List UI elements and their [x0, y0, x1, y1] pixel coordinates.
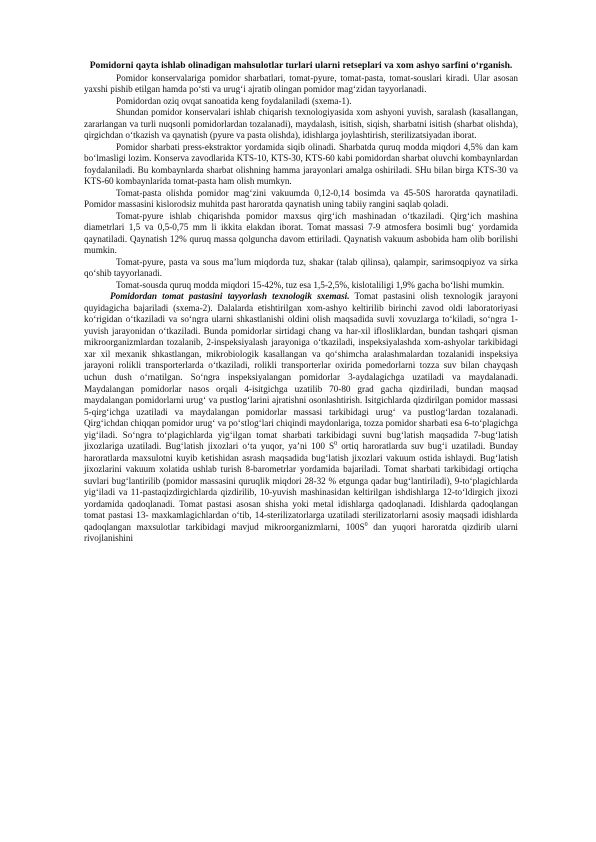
paragraph-5: Tomat-pasta olishda pomidor mag‘zini vakuumda 0,12-0,14 bosimda va 45-50S haroratda qaynatiladi. Pomidor massasini kislorodsiz muhitda past haroratda qaynatish uning tabiiy rangini saqlab qoladi.: [84, 187, 518, 210]
section-body-part-1: Tomat pastasini olish texnologik jarayoni quyidagicha bajariladi (sxema-2). Dalalarda etishtirilgan xom-ashyo keltirilib birinchi zavod oldi laboratoriyasi ko‘rigidan o‘tkaziladi va so‘ngra ularni shkastlanishi oldini olish maqsadida suvli xovuzlarga to‘kiladi, so‘ngra 1-yuvish jarayonidan o‘tkaziladi. Bunda pomidorlar sirtidagi chang va har-xil iflosliklardan, bundan tashqari qisman mikroorganizmlardan tozalanib, 2-inspeksiyalash jarayoniga o‘tkaziladi, inspeksiyalashda xom-ashyolar tarkibidagi xar xil mexanik shkastlangan, mikrobiologik kasallangan va qo‘shimcha aralashmalardan tozalanidi inspeksiya jarayoni rolikli transporterlarda o‘tkaziladi, rolikli transporterlar oxirida pomedorlarni tozza suv bilan chayqash uchun dush o‘rnatilgan. So‘ngra inspeksiyalangan pomidorlar 3-aydalagichga uzatiladi va maydalanadi. Maydalangan pomidorlar nasos orqali 4-isitgichga uzatilib 70-80 grad gacha qizdiriladi, bundan maqsad maydalangan pomidorlarni urug‘ va pustlog‘larini ajratishni osonlashtirish. Isitgichlarda qizdirilgan pomidor massasi 5-qirg‘ichga uzatiladi va maydalangan pomidorlar massasi tarkibidagi urug‘ va pustlog‘lardan tozalanadi. Qirg‘ichdan chiqqan pomidor urug‘ va po‘stlog‘lari chiqindi maydonlariga, tozza pomidor sharbati esa 6-to‘plagichga yig‘iladi. So‘ngra to‘plagichlarda yig‘ilgan tomat sharbati tarkibidagi suvni bug‘latish maqsadida 7-bug‘latish jixozlariga uzatiladi. Bug‘latish jixozlari o‘ta yuqor, ya’ni 100 S: [84, 291, 518, 452]
document-page: [84, 60, 518, 545]
paragraph-7: Tomat-pyure, pasta va sous ma’lum miqdorda tuz, shakar (talab qilinsa), qalampir, sarimsoqpiyoz va sirka qo‘shib tayyorlanadi.: [84, 256, 518, 279]
section-body-part-2: ortiq haroratlarda suv bug‘i uzatiladi. Bunday haroratlarda maxsulotni kuyib ketishidan asrash maqsadida bug‘latish jixozlari vakuum ostida ishlaydi. Bug‘latish jixozlarini vakuum xolatida ushlab turish 8-barometrlar yordamida bajariladi. Tomat sharbati tarkibidagi ortiqcha suvlari bug‘lantirilib (pomidor massasini quruqlik miqdori 28-32 % etgunga qadar bug‘lantiriladi), 9-to‘plagichlarda yig‘iladi va 11-pastaqizdirgichlarda qizdirilib, 10-yuvish mashinasidan keltirilgan ishdishlarga 12-to‘ldirgich jixozi yordamida qadoqlanadi. Tomat pastasi asosan shisha yoki metal idishlarga qadoqlanadi. Idishlarda qadoqlangan tomat pastasi 13- maxkamlagichlardan o‘tib, 14-sterilizatorlarga uzatiladi sterilizatorlarni asosiy maqsadi idishlarda qadoqlangan maxsulotlar tarkibidagi mavjud mikroorganizmlarni, 100S: [84, 441, 518, 532]
section-paragraph: [84, 291, 518, 544]
paragraph-4: Pomidor sharbati press-ekstraktor yordamida siqib olinadi. Sharbatda quruq modda miqdori 4,5% dan kam bo‘lmasligi lozim. Konserva zavodlarida KTS-10, KTS-30, KTS-60 kabi pomidordan sharbat oluvchi kombaynlardan foydalaniladi. Bu kombaynlarda sharbat olishning hamma jarayonlari amalga oshiriladi. SHu bilan birga KTS-30 va KTS-60 kombaynlarida tomat-pasta ham olish mumkyn.: [84, 141, 518, 187]
paragraph-3: Shundan pomidor konservalari ishlab chiqarish texnologiyasida xom ashyoni yuvish, saralash (kasallangan, zararlangan va turli nuqsonli pomidorlardan tozalanadi), maydalash, isitish, siqish, sharbatni isitish (sharbat olishda), qirgichdan o‘tkazish va qaynatish (pyure va pasta olishda), idishlarga joylashtirish, sterilizatsiyadan iborat.: [84, 107, 518, 141]
paragraph-6: Tomat-pyure ishlab chiqarishda pomidor maxsus qirg‘ich mashinadan o‘tkaziladi. Qirg‘ich mashina diametrlari 1,5 va 0,5-0,75 mm li ikkita elakdan iborat. Tomat massasi 7-9 atmosfera bosimli bug‘ yordamida qaynatiladi. Qaynatish 12% quruq massa qolguncha davom ettiriladi. Qaynatish vakuum asbobida ham olib borilishi mumkin.: [84, 210, 518, 256]
paragraph-2: Pomidordan oziq ovqat sanoatida keng foydalaniladi (sxema-1).: [116, 95, 352, 106]
document-title: Pomidorni qayta ishlab olinadigan mahsulotlar turlari ularni retseplari va xom ashyo sarfini o‘rganish.: [89, 60, 513, 71]
degree-superscript-1: 0: [334, 441, 338, 448]
section-body-part-3: dan yuqori haroratda qizdirib ularni rivojlanishini: [84, 521, 518, 544]
paragraph-1: Pomidor konservalariga pomidor sharbatlari, tomat-pyure, tomat-pasta, tomat-souslari kiradi. Ular asosan yaxshi pishib etilgan hamda po‘sti va urug‘i ajratib olingan pomidor mag‘zidan tayyorlanadi.: [84, 72, 518, 95]
paragraph-8: Tomat-sousda quruq modda miqdori 15-42%, tuz esa 1,5-2,5%, kislotaliligi 1,9% gacha bo‘lishi mumkin.: [116, 279, 505, 290]
degree-superscript-2: 0: [364, 521, 368, 528]
section-heading: Pomidordan tomat pastasini tayyorlash texnologik sxemasi.: [110, 291, 350, 302]
